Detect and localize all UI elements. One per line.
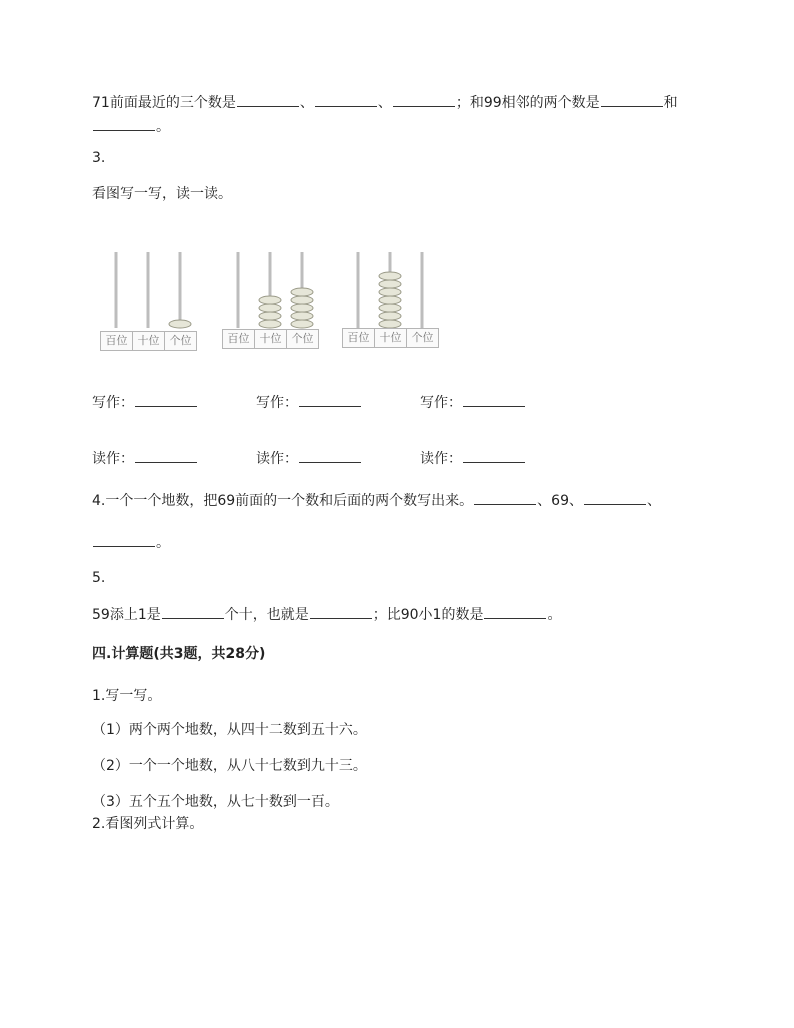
answer-blank[interactable]: [162, 604, 224, 619]
place-label-ones: 个位: [164, 331, 197, 351]
answer-blank[interactable]: [299, 448, 361, 463]
q2-line1: 71前面最近的三个数是 、 、 ；和99相邻的两个数是 和: [92, 92, 678, 113]
abacus-3-labels: [342, 328, 438, 348]
write-field-1: 写作：: [92, 392, 198, 413]
answer-blank[interactable]: [310, 604, 372, 619]
answer-blank[interactable]: [601, 92, 663, 107]
abacus-bead: [291, 288, 313, 296]
q5-number: 5.: [92, 570, 106, 586]
q5-line: 59添上1是 个十，也就是 ；比90小1的数是 。: [92, 604, 561, 625]
abacus-rods: [116, 252, 180, 328]
answer-blank[interactable]: [135, 448, 197, 463]
answer-blank[interactable]: [484, 604, 546, 619]
abacus-beads: [259, 288, 313, 328]
abacus-bead: [379, 312, 401, 320]
abacus-1: [100, 248, 196, 332]
read-field-2: 读作：: [256, 448, 362, 469]
q3-prompt: 看图写一写，读一读。: [92, 186, 232, 202]
answer-blank[interactable]: [93, 532, 155, 547]
place-label-tens: 十位: [254, 329, 287, 349]
answer-blank[interactable]: [463, 448, 525, 463]
section4-q1-item-1: （1）两个两个地数，从四十二数到五十六。: [92, 722, 367, 738]
answer-blank[interactable]: [299, 392, 361, 407]
read-field-1: 读作：: [92, 448, 198, 469]
abacus-bead: [291, 312, 313, 320]
abacus-2: [222, 248, 318, 332]
read-field-3: 读作：: [420, 448, 526, 469]
abacus-bead: [291, 296, 313, 304]
answer-blank[interactable]: [93, 116, 155, 131]
answer-blank[interactable]: [135, 392, 197, 407]
answer-blank[interactable]: [463, 392, 525, 407]
place-label-ones: 个位: [286, 329, 319, 349]
section4-q2-title: 2.看图列式计算。: [92, 816, 204, 832]
q4-line2: 。: [92, 532, 170, 553]
place-label-hundreds: 百位: [100, 331, 133, 351]
abacus-3: [342, 248, 438, 332]
place-label-hundreds: 百位: [342, 328, 375, 348]
abacus-bead: [291, 304, 313, 312]
abacus-bead: [379, 288, 401, 296]
place-label-hundreds: 百位: [222, 329, 255, 349]
place-label-tens: 十位: [132, 331, 165, 351]
abacus-bead: [259, 312, 281, 320]
abacus-bead: [379, 272, 401, 280]
answer-blank[interactable]: [315, 92, 377, 107]
answer-blank[interactable]: [584, 490, 646, 505]
answer-blank[interactable]: [393, 92, 455, 107]
section-title: 四.计算题(共3题，共28分): [92, 646, 266, 662]
section4-q1-item-3: （3）五个五个地数，从七十数到一百。: [92, 794, 339, 810]
abacus-bead: [379, 280, 401, 288]
abacus-beads: [379, 272, 401, 328]
write-field-2: 写作：: [256, 392, 362, 413]
place-label-tens: 十位: [374, 328, 407, 348]
section4-q1-title: 1.写一写。: [92, 688, 162, 704]
write-field-3: 写作：: [420, 392, 526, 413]
abacus-1-labels: [100, 331, 196, 351]
q3-number: 3.: [92, 150, 106, 166]
abacus-bead: [259, 296, 281, 304]
abacus-bead: [379, 304, 401, 312]
place-label-ones: 个位: [406, 328, 439, 348]
answer-blank[interactable]: [237, 92, 299, 107]
abacus-bead: [379, 320, 401, 328]
answer-blank[interactable]: [474, 490, 536, 505]
q4-line1: 4.一个一个地数，把69前面的一个数和后面的两个数写出来。 、69、 、: [92, 490, 661, 511]
abacus-bead: [169, 320, 191, 328]
abacus-beads: [169, 320, 191, 328]
q2-line2: 。: [92, 116, 170, 137]
abacus-2-labels: [222, 329, 318, 349]
abacus-bead: [259, 304, 281, 312]
abacus-bead: [291, 320, 313, 328]
abacus-bead: [379, 296, 401, 304]
section4-q1-item-2: （2）一个一个地数，从八十七数到九十三。: [92, 758, 367, 774]
abacus-bead: [259, 320, 281, 328]
